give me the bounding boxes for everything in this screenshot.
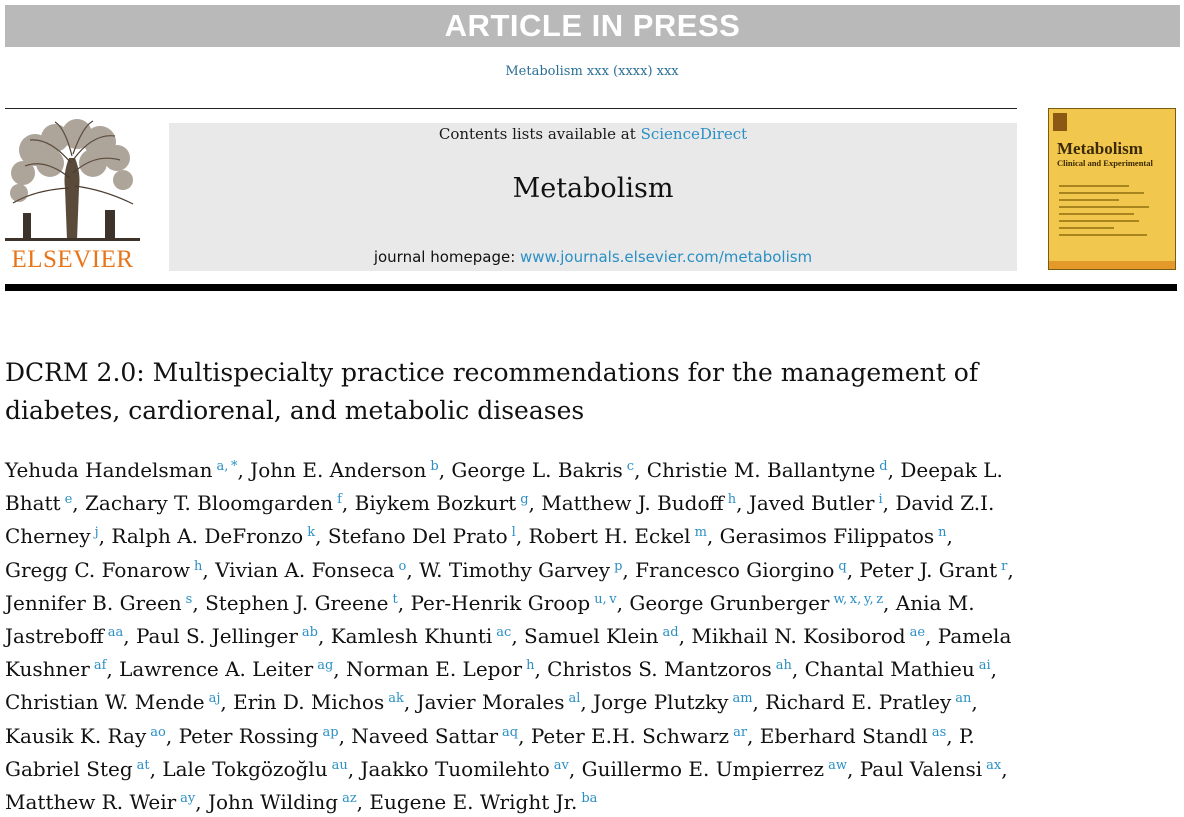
author-entry [179,724,339,748]
affiliation-marker[interactable]: au [331,757,348,773]
author-name[interactable]: Matthew R. Weir [5,790,177,815]
author-name[interactable]: Zachary T. Bloomgarden [85,491,334,516]
cover-publisher-icon [1053,113,1067,131]
author-name[interactable]: Eugene E. Wright Jr. [369,790,578,815]
affiliation-marker[interactable]: u, v [594,591,617,607]
affiliation-marker[interactable]: an [955,691,972,707]
affiliation-marker[interactable]: p [614,558,623,574]
author-name[interactable]: Peter E.H. Schwarz [530,723,730,748]
author-name[interactable]: Biykem Bozkurt [354,491,517,516]
author-name[interactable]: John Wilding [208,790,339,815]
author-entry [647,458,888,482]
affiliation-marker[interactable]: i [878,492,883,508]
author-name[interactable]: Deepak L. Bhatt [5,458,1003,516]
author-entry [250,458,439,482]
author-name[interactable]: Eberhard Standl [759,723,928,748]
author-name[interactable]: Stefano Del Prato [327,524,508,549]
author-name[interactable]: Vivian A. Fonseca [215,557,395,582]
affiliation-marker[interactable]: ba [581,791,598,807]
affiliation-marker[interactable]: ar [733,724,748,740]
author-entry [355,491,529,515]
author-entry [417,690,581,714]
affiliation-marker[interactable]: ad [662,625,679,641]
affiliation-marker[interactable]: f [337,492,342,508]
author-name[interactable]: Robert H. Eckel [528,524,691,549]
author-name[interactable]: Paul S. Jellinger [135,624,298,649]
author-entry [85,491,342,515]
affiliation-marker[interactable]: ax [986,757,1002,773]
affiliation-marker[interactable]: ab [301,625,318,641]
author-name[interactable]: Erin D. Michos [233,690,385,715]
author-entry [541,491,736,515]
author-entry [205,591,398,615]
elsevier-logo[interactable] [5,118,140,278]
affiliation-marker[interactable]: h [194,558,203,574]
author-entry [635,558,847,582]
article-title: DCRM 2.0: Multispecialty practice recommendations for the management of diabetes, cardiorenal, and metabolic diseases [5,358,979,425]
author-entry [765,690,971,714]
affiliation-marker[interactable]: aj [208,691,221,707]
journal-citation[interactable]: Metabolism xxx (xxxx) xxx [505,64,679,79]
author-entry [136,624,318,648]
author-entry [582,757,847,781]
affiliation-marker[interactable]: s [185,591,193,607]
affiliation-marker[interactable]: ap [322,724,339,740]
author-name[interactable]: W. Timothy Garvey [419,557,611,582]
author-name[interactable]: Per-Henrik Groop [410,590,591,615]
author-name[interactable]: Jorge Plutzky [593,690,729,715]
article-in-press-text: ARTICLE IN PRESS [444,8,741,43]
author-name[interactable]: Kamlesh Khunti [330,624,493,649]
affiliation-marker[interactable]: l [511,525,516,541]
author-entry [119,657,333,681]
affiliation-marker[interactable]: m [694,525,707,541]
author-name[interactable]: Javed Butler [748,491,875,516]
author-entry [593,690,752,714]
affiliation-marker[interactable]: c [626,459,635,474]
author-entry [369,790,597,814]
author-name[interactable]: Mikhail N. Kosiborod [691,624,906,649]
affiliation-marker[interactable]: h [727,492,737,508]
affiliation-marker[interactable]: ay [180,791,196,807]
affiliation-marker[interactable]: k [307,525,316,541]
affiliation-marker[interactable]: g [520,492,529,508]
author-name[interactable]: Yehuda Handelsman [5,458,213,482]
affiliation-marker[interactable]: j [94,525,99,541]
author-entry [749,491,883,515]
author-name[interactable]: Gregg C. Fonarow [5,557,190,582]
author-name[interactable]: David Z.I. Cherney [5,491,995,549]
author-entry [629,591,883,615]
author-name[interactable]: Naveed Sattar [351,723,499,748]
author-name[interactable]: Christian W. Mende [5,690,205,715]
author-name[interactable]: Gerasimos Filippatos [719,524,935,549]
author-name[interactable]: Kausik K. Ray [5,723,147,748]
cover-title: Metabolism [1057,139,1143,158]
cover-subtitle: Clinical and Experimental [1057,158,1153,168]
journal-masthead [169,123,1017,271]
affiliation-marker[interactable]: a, * [216,459,238,474]
cover-contents-lines [1059,185,1159,241]
masthead-rule [5,284,1177,291]
affiliation-marker[interactable]: aq [502,724,519,740]
author-entry [5,591,192,615]
author-name[interactable]: Javier Morales [416,690,565,715]
author-name[interactable]: Samuel Klein [524,624,659,649]
author-name[interactable]: Christie M. Ballantyne [646,458,876,482]
author-name[interactable]: Ralph A. DeFronzo [111,524,304,549]
affiliation-marker[interactable]: o [398,558,407,574]
author-entry [419,558,622,582]
affiliation-marker[interactable]: ag [317,658,334,674]
author-entry [5,790,195,814]
author-name[interactable]: Lawrence A. Leiter [119,657,314,682]
author-name[interactable]: Stephen J. Greene [205,590,389,615]
author-name[interactable]: P. Gabriel Steg [5,723,975,781]
affiliation-marker[interactable]: ak [388,691,404,707]
sciencedirect-link[interactable]: ScienceDirect [640,125,748,143]
author-name[interactable]: Peter J. Grant [859,557,998,582]
author-entry [111,524,315,548]
author-entry [5,690,220,714]
author-name[interactable]: Norman E. Lepor [346,657,523,682]
affiliation-marker[interactable]: at [136,757,150,773]
author-name[interactable]: Guillermo E. Umpierrez [581,756,825,781]
author-entry [5,558,202,582]
affiliation-marker[interactable]: ao [150,724,166,740]
author-entry [531,724,747,748]
author-entry [162,757,347,781]
author-entry [331,624,512,648]
affiliation-marker[interactable]: ah [775,658,792,674]
author-entry [451,458,634,482]
author-name[interactable]: Christos S. Mantzoros [547,657,772,682]
author-entry [524,624,679,648]
author-entry [208,790,357,814]
author-name[interactable]: Chantal Mathieu [804,657,975,682]
author-entry [5,724,166,748]
author-name[interactable]: Paul Valensi [859,756,983,781]
affiliation-marker[interactable]: h [526,658,535,674]
author-entry [720,524,947,548]
author-entry [859,558,1007,582]
author-entry [360,757,568,781]
author-entry [410,591,616,615]
journal-cover-thumbnail[interactable] [1048,108,1176,270]
affiliation-marker[interactable]: af [93,658,107,674]
affiliation-marker[interactable]: al [568,691,581,707]
affiliation-marker[interactable]: w, x, y, z [833,591,884,607]
author-entry [760,724,947,748]
affiliation-marker[interactable]: t [392,591,398,607]
journal-title: Metabolism [512,173,674,204]
author-entry [346,657,534,681]
affiliation-marker[interactable]: ai [978,658,991,674]
author-list: Yehuda Handelsman $^{a, *}$, John E. Anderson $^b$, George L. Bakris $^c$, Christie M. Ballantyne $^d$, Deepak L. Bhatt $^e$, Zachary T. Bloomgarden $^f$, Biykem Bozkurt $^g$, Matthew J. Budoff $^h$, Javed Butler $^i$, David Z.I. Cherney $^j$, Ralph A. DeFronzo $^k$, Stefano Del Prato $^l$, Robert H. Eckel $^m$, Gerasimos Filippatos $^n$, Gregg C. Fonarow $^h$, Vivian A. Fonseca $^o$, W. Timothy Garvey $^p$, Francesco Giorgino $^q$, Peter J. Grant $^r$, Jennifer B. Green $^s$, Stephen J. Greene $^t$, Per-Henrik Groop $^{u, v}$, George Grunberger $^{w, x, y, z}$, Ania M. Jastreboff $^{aa}$, Paul S. Jellinger $^{ab}$, Kamlesh Khunti $^{ac}$, Samuel Klein $^{ad}$, Mikhail N. Kosiborod $^{ae}$, Pamela Kushner $^{af}$, Lawrence A. Leiter $^{ag}$, Norman E. Lepor $^h$, Christos S. Mantzoros $^{ah}$, Chantal Mathieu $^{ai}$, Christian W. Mende $^{aj}$, Erin D. Michos $^{ak}$, Javier Morales $^{al}$, Jorge Plutzky $^{am}$, Richard E. Pratley $^{an}$, Kausik K. Ray $^{ao}$, Peter Rossing $^{ap}$, Naveed Sattar $^{aq}$, Peter E.H. Schwarz $^{ar}$, Eberhard Standl $^{as}$, P. Gabriel Steg $^{at}$, Lale Tokgözoğlu $^{au}$, Jaakko Tuomilehto $^{av}$, Guillermo E. Umpierrez $^{aw}$, Paul Valensi $^{ax}$, Matthew R. Weir $^{ay}$, John Wilding $^{az}$, Eugene E. Wright Jr. $^{ba}$ [5,458,1014,815]
author-name[interactable]: Jaakko Tuomilehto [360,756,550,781]
author-name[interactable]: Francesco Giorgino [635,557,835,582]
author-name[interactable]: Ania M. Jastreboff [5,590,975,649]
affiliation-marker[interactable]: av [553,757,569,773]
author-name[interactable]: George Grunberger [629,590,830,615]
author-name[interactable]: George L. Bakris [451,458,623,482]
elsevier-tree-icon [5,118,140,243]
author-name[interactable]: John E. Anderson [250,458,427,482]
author-name[interactable]: Peter Rossing [178,723,319,748]
author-name[interactable]: Pamela Kushner [5,624,1012,682]
contents-availability [169,125,1017,143]
affiliation-marker[interactable]: am [732,691,753,707]
contents-prefix: Contents lists available at [438,125,636,143]
affiliation-marker[interactable]: as [931,724,947,740]
affiliation-marker[interactable]: aw [828,757,847,773]
cover-footer-band [1049,261,1175,269]
author-entry [805,657,991,681]
article-in-press-banner [5,5,1180,47]
affiliation-marker[interactable]: b [430,459,439,474]
author-entry [215,558,406,582]
author-entry [328,524,516,548]
author-entry [529,524,707,548]
affiliation-marker[interactable]: ac [496,625,512,641]
author-entry [547,657,792,681]
author-name[interactable]: Lale Tokgözoğlu [162,756,328,781]
homepage-link[interactable]: www.journals.elsevier.com/metabolism [520,248,813,266]
author-entry [351,724,518,748]
publisher-name: ELSEVIER [11,246,134,273]
author-entry [860,757,1002,781]
author-entry [233,690,404,714]
affiliation-marker[interactable]: q [838,558,847,574]
author-name[interactable]: Richard E. Pratley [765,690,952,715]
affiliation-marker[interactable]: r [1001,558,1008,574]
author-name[interactable]: Jennifer B. Green [5,590,182,615]
author-name[interactable]: Matthew J. Budoff [541,491,724,516]
author-entry [691,624,925,648]
affiliation-marker[interactable]: d [879,459,888,474]
affiliation-marker[interactable]: aa [107,625,124,641]
author-entry [5,458,237,482]
affiliation-marker[interactable]: az [342,791,357,807]
header-rule [5,108,1017,109]
affiliation-marker[interactable]: ae [909,625,926,641]
homepage-prefix: journal homepage: [373,248,516,266]
affiliation-marker[interactable]: e [64,492,73,508]
affiliation-marker[interactable]: n [938,525,947,541]
journal-homepage [169,248,1017,266]
